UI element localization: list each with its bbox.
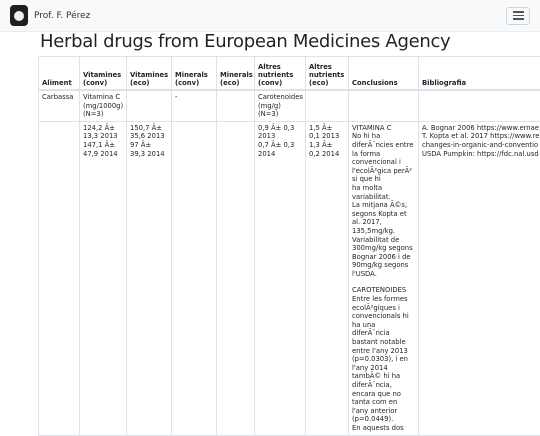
table-cell: [127, 90, 172, 121]
nutrition-table: [38, 56, 540, 436]
avatar-logo: [10, 5, 28, 26]
conclusions-cell: [349, 121, 419, 435]
menu-toggle-button[interactable]: [506, 7, 530, 25]
navbar: [0, 0, 540, 32]
brand-link[interactable]: [10, 5, 90, 26]
table-row: [39, 121, 540, 435]
table-header-row: [39, 57, 540, 91]
nutrition-table-container[interactable]: [38, 56, 540, 436]
logo-face-icon: [14, 11, 24, 21]
table-cell: -: [172, 90, 217, 121]
table-cell: Carbassa: [39, 90, 80, 121]
hamburger-icon: [513, 11, 524, 13]
table-cell: [39, 121, 80, 435]
table-cell: 1,5 Â± 0,1 2013 1,3 Â± 0,2 2014: [306, 121, 349, 435]
bibliography-cell: A. Bognar 2006 https://www.ernae T. Kopta et al. 2017 https://www.re changes-in-organic-and-conventio USDA Pumpkin: https://fdc.nal.usd: [419, 121, 540, 435]
table-cell: Carotenoides (mg/g) (N=3): [255, 90, 306, 121]
col-header: Vitamines (conv): [80, 57, 127, 91]
page-title: Herbal drugs from European Medicines Agency: [40, 31, 450, 52]
table-cell: [217, 121, 255, 435]
table-cell: 150,7 Â± 35,6 2013 97 Â± 39,3 2014: [127, 121, 172, 435]
table-row: [39, 90, 540, 121]
col-header: Minerals (conv): [172, 57, 217, 91]
table-cell: [172, 121, 217, 435]
col-header: Minerals (eco): [217, 57, 255, 91]
conclusion-vitamin-c: VITAMINA C No hi ha diferÃ¨ncies entre la forma convencional i l'ecolÃ²gica perÃ² si que hi ha molta variabilitat. La mitjana Ã©s, segons Kopta et al. 2017, 135,5mg/kg. Variabilitat de 300mg/kg segons Bognar 2006 i de 90mg/kg segons l'USDA.: [352, 124, 415, 279]
col-header: Altres nutrients (conv): [255, 57, 306, 91]
table-cell: [306, 90, 349, 121]
table-cell: [419, 90, 540, 121]
table-cell: [349, 90, 419, 121]
table-cell: 124,2 Â± 13,3 2013 147,1 Â± 47,9 2014: [80, 121, 127, 435]
table-cell: 0,9 Â± 0,3 2013 0,7 Â± 0,3 2014: [255, 121, 306, 435]
col-header: Vitamines (eco): [127, 57, 172, 91]
conclusion-carotenoids: CAROTENOIDES Entre les formes ecolÃ²giques i convencionals hi ha una diferÃ¨ncia bastant notable entre l'any 2013 (p=0.0303), i en l'any 2014 tambÃ© hi ha diferÃ¨ncia, encara que no tanta com en l'any anterior (p=0.0449). En aquests dos: [352, 286, 415, 432]
col-header: Altres nutrients (eco): [306, 57, 349, 91]
col-header: Conclusions: [349, 57, 419, 91]
table-cell: [217, 90, 255, 121]
col-header: Aliment: [39, 57, 80, 91]
brand-name: Prof. F. Pérez: [34, 11, 90, 21]
table-cell: Vitamina C (mg/1000g) (N=3): [80, 90, 127, 121]
col-header: Bibliografia: [419, 57, 540, 91]
